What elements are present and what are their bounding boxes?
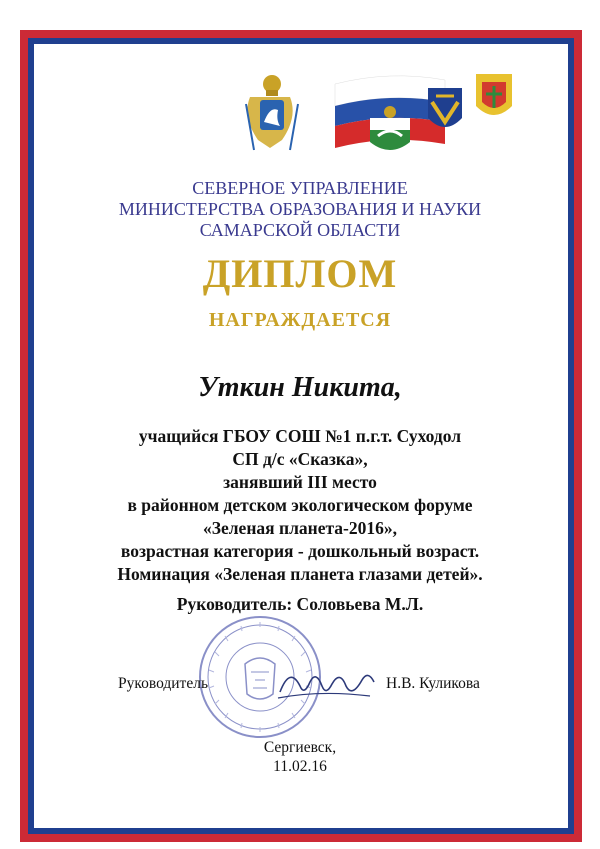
body-line: учащийся ГБОУ СОШ №1 п.г.т. Суходол [138, 426, 462, 446]
body-line: Номинация «Зеленая планета глазами детей». [117, 564, 483, 584]
awarded-label: НАГРАЖДАЕТСЯ [208, 309, 392, 331]
leader-line: Руководитель: Соловьева М.Л. [176, 594, 424, 614]
emblems-group [240, 62, 530, 162]
body-line: занявший III место [223, 472, 377, 492]
diploma-title: ДИПЛОМ [202, 251, 398, 296]
issue-city: Сергиевск, [263, 739, 337, 756]
recipient-name: Уткин Никита, [198, 372, 402, 403]
body-line: СП д/с «Сказка», [232, 449, 368, 469]
signature-left-label: Руководитель [118, 675, 209, 692]
body-line: «Зеленая планета-2016», [202, 518, 398, 538]
header-line-3: САМАРСКОЙ ОБЛАСТИ [199, 220, 401, 240]
body-line: возрастная категория - дошкольный возраст. [120, 541, 480, 561]
header-line-1: СЕВЕРНОЕ УПРАВЛЕНИЕ [192, 178, 408, 198]
header-line-2: МИНИСТЕРСТВА ОБРАЗОВАНИЯ И НАУКИ [118, 199, 482, 219]
issue-date: 11.02.16 [273, 758, 327, 775]
body-line: в районном детском экологическом форуме [127, 495, 473, 515]
handwritten-signature [270, 656, 380, 711]
signature-right-name: Н.В. Куликова [386, 675, 480, 692]
yellow-shield-coat-of-arms-icon [476, 74, 512, 115]
municipal-coat-of-arms-icon [428, 88, 462, 127]
samara-region-coat-of-arms-icon [246, 75, 298, 150]
